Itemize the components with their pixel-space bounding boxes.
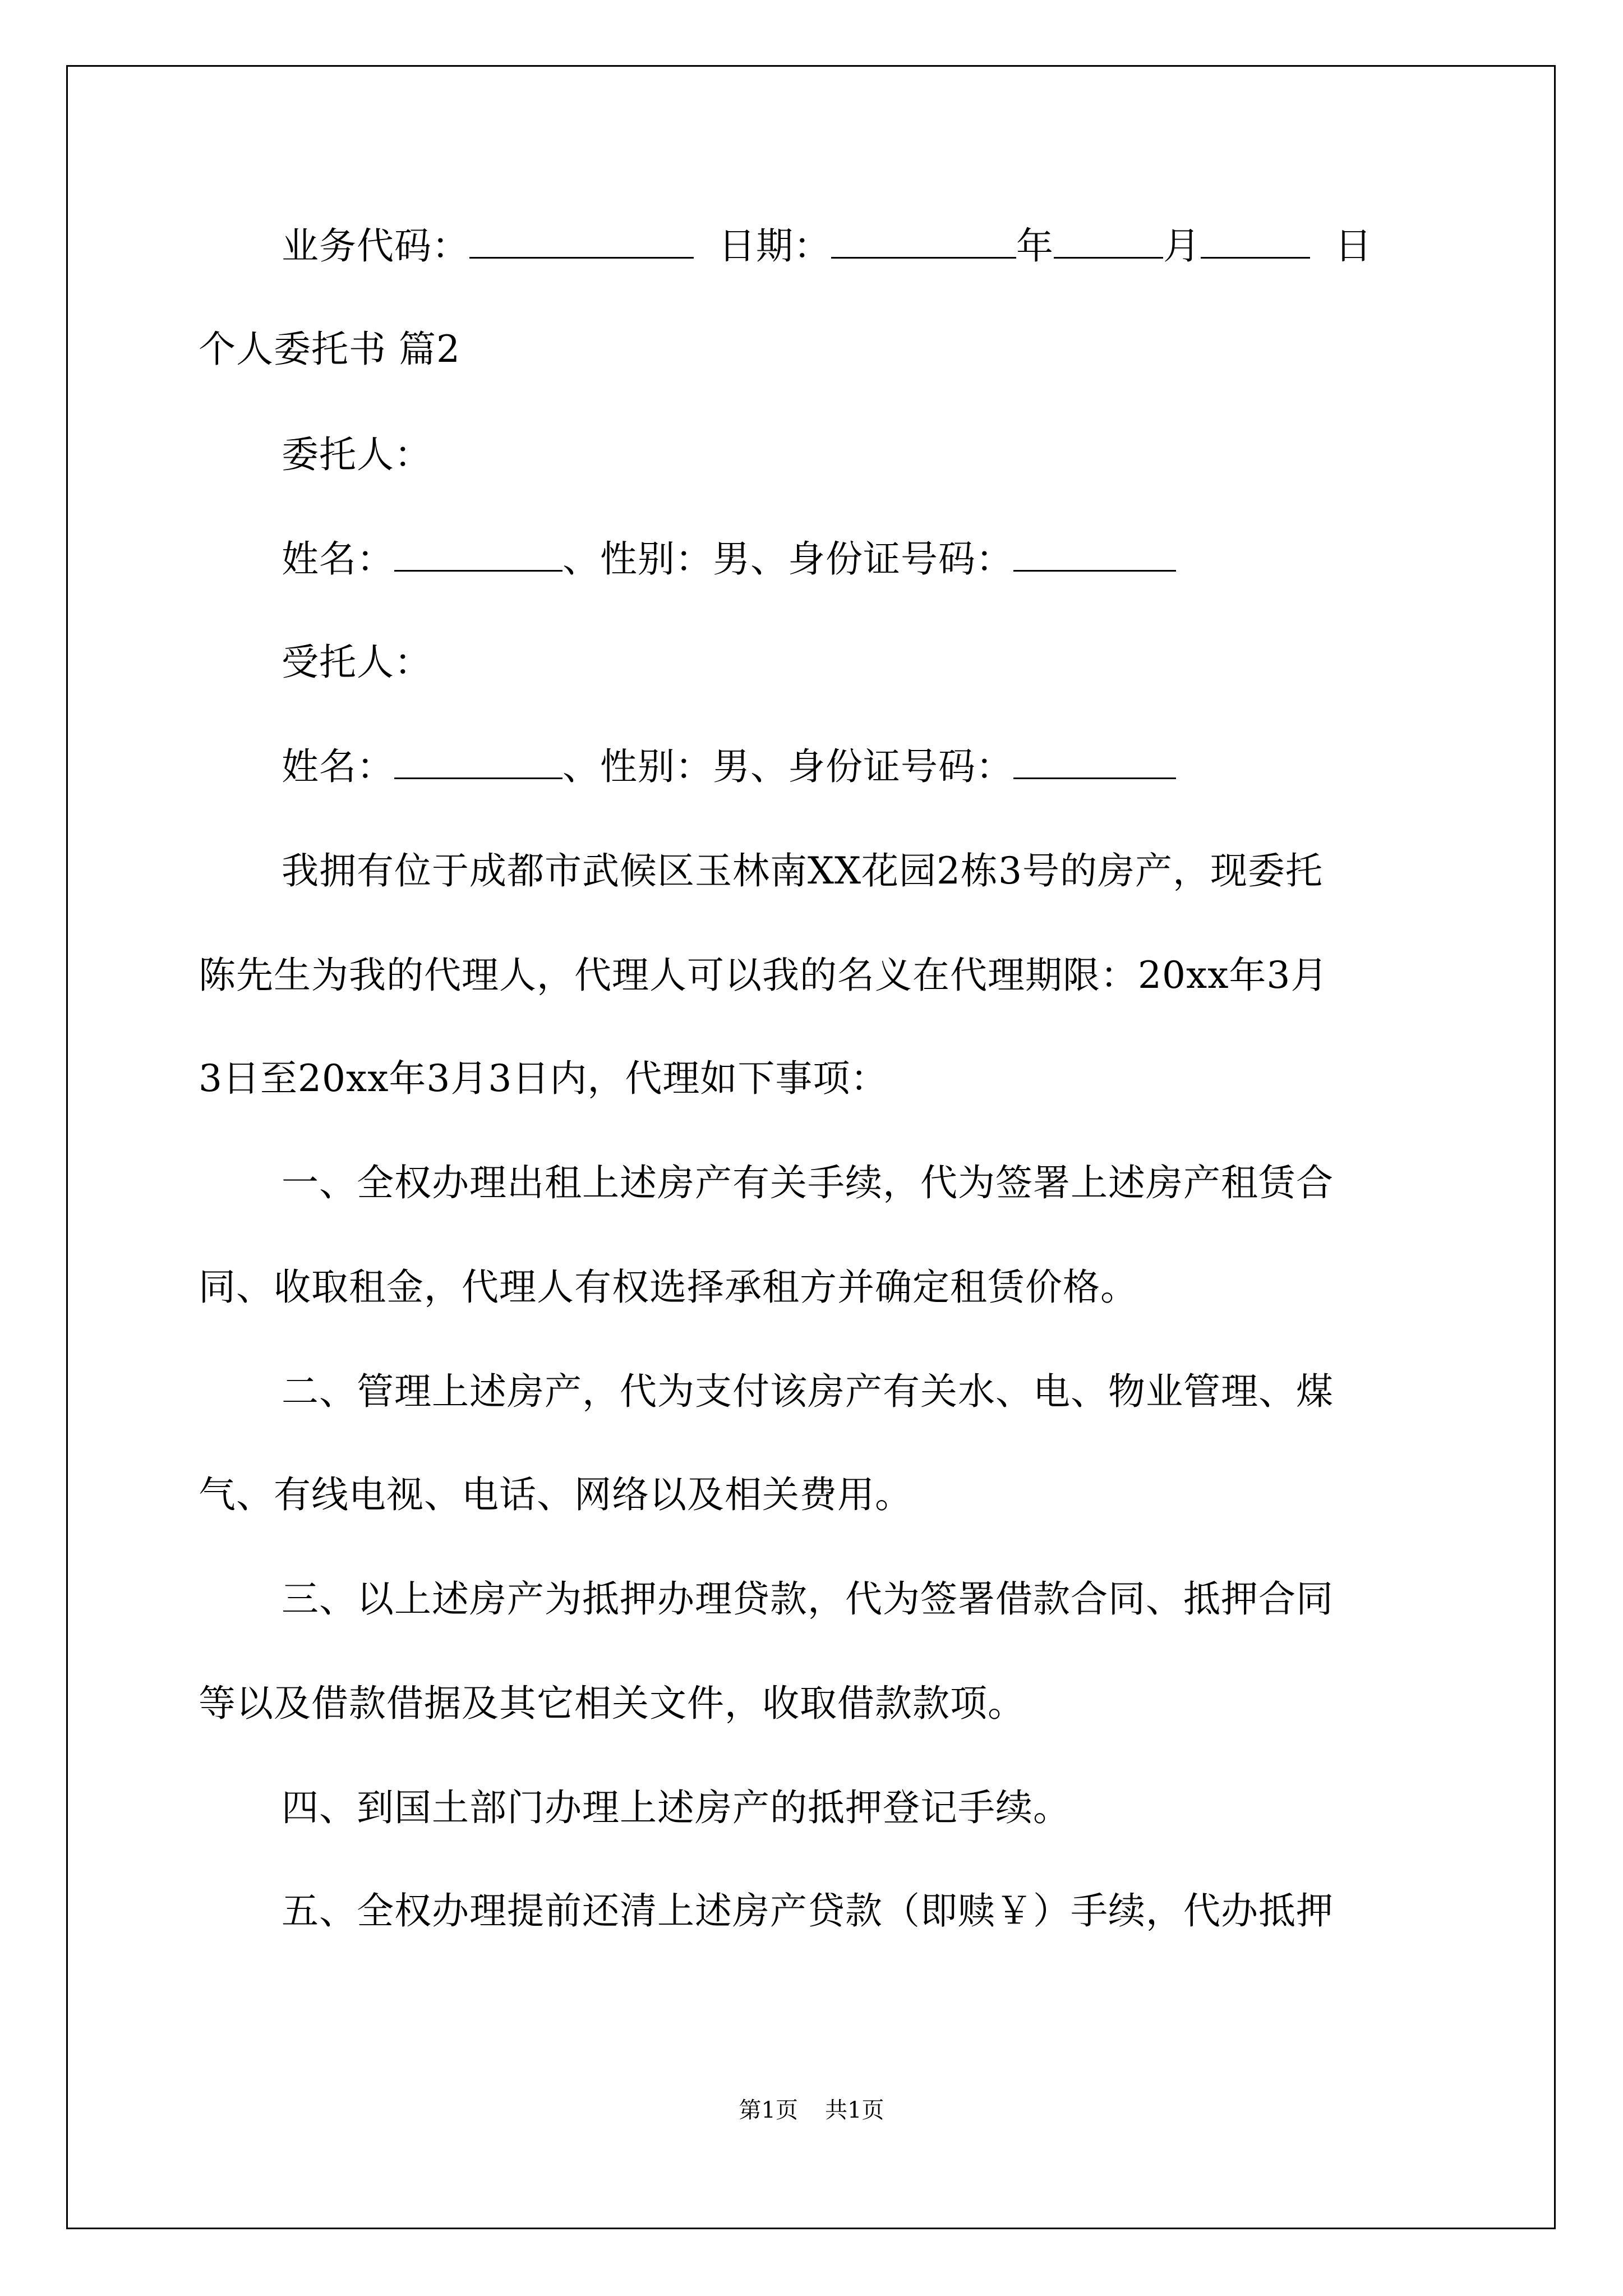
date-year-blank [831,222,1016,259]
page-number: 第1页 [739,2097,798,2123]
paragraph-line: 一、全权办理出租上述房产有关手续，代为签署上述房产租赁合 [282,1161,1334,1204]
page-footer [0,2095,1623,2126]
agent-heading: 受托人： [282,641,432,684]
business-code-blank [469,222,694,259]
paragraph-line: 三、以上述房产为抵押办理贷款，代为签署借款合同、抵押合同 [282,1577,1334,1621]
paragraph-line: 陈先生为我的代理人，代理人可以我的名义在代理期限：20xx年3月 [199,954,1329,997]
section-title: 个人委托书 篇2 [199,328,460,371]
agent-gender-id-label: 、性别：男、身份证号码： [562,745,1013,788]
principal-gender-id-label: 、性别：男、身份证号码： [562,537,1013,581]
month-label: 月 [1163,224,1201,268]
date-month-blank [1054,222,1163,259]
paragraph-line: 3日至20xx年3月3日内，代理如下事项： [199,1057,888,1100]
paragraph-line: 同、收取租金，代理人有权选择承租方并确定租赁价格。 [199,1266,1138,1309]
paragraph-line: 四、到国土部门办理上述房产的抵押登记手续。 [282,1786,1071,1829]
form-header-line [282,221,1372,272]
date-day-blank [1201,222,1310,259]
agent-name-blank [394,743,562,779]
paragraph-line: 二、管理上述房产，代为支付该房产有关水、电、物业管理、煤 [282,1370,1334,1413]
paragraph-line: 气、有线电视、电话、网络以及相关费用。 [199,1473,912,1516]
principal-id-blank [1013,535,1176,572]
principal-name-label: 姓名： [282,537,394,581]
paragraph-line: 五、全权办理提前还清上述房产贷款（即赎￥）手续，代办抵押 [282,1889,1334,1932]
principal-name-blank [394,535,562,572]
day-label: 日 [1335,224,1372,268]
date-label: 日期： [718,224,831,268]
principal-heading: 委托人： [282,433,432,476]
principal-info-line [282,534,1176,585]
agent-id-blank [1013,743,1176,779]
page-total: 共1页 [825,2097,884,2123]
agent-name-label: 姓名： [282,745,394,788]
year-label: 年 [1016,224,1054,268]
paragraph-line: 等以及借款借据及其它相关文件，收取借款款项。 [199,1682,1025,1725]
agent-info-line [282,742,1176,792]
business-code-label: 业务代码： [282,224,469,268]
paragraph-line: 我拥有位于成都市武候区玉林南XX花园2栋3号的房产，现委托 [282,849,1323,892]
